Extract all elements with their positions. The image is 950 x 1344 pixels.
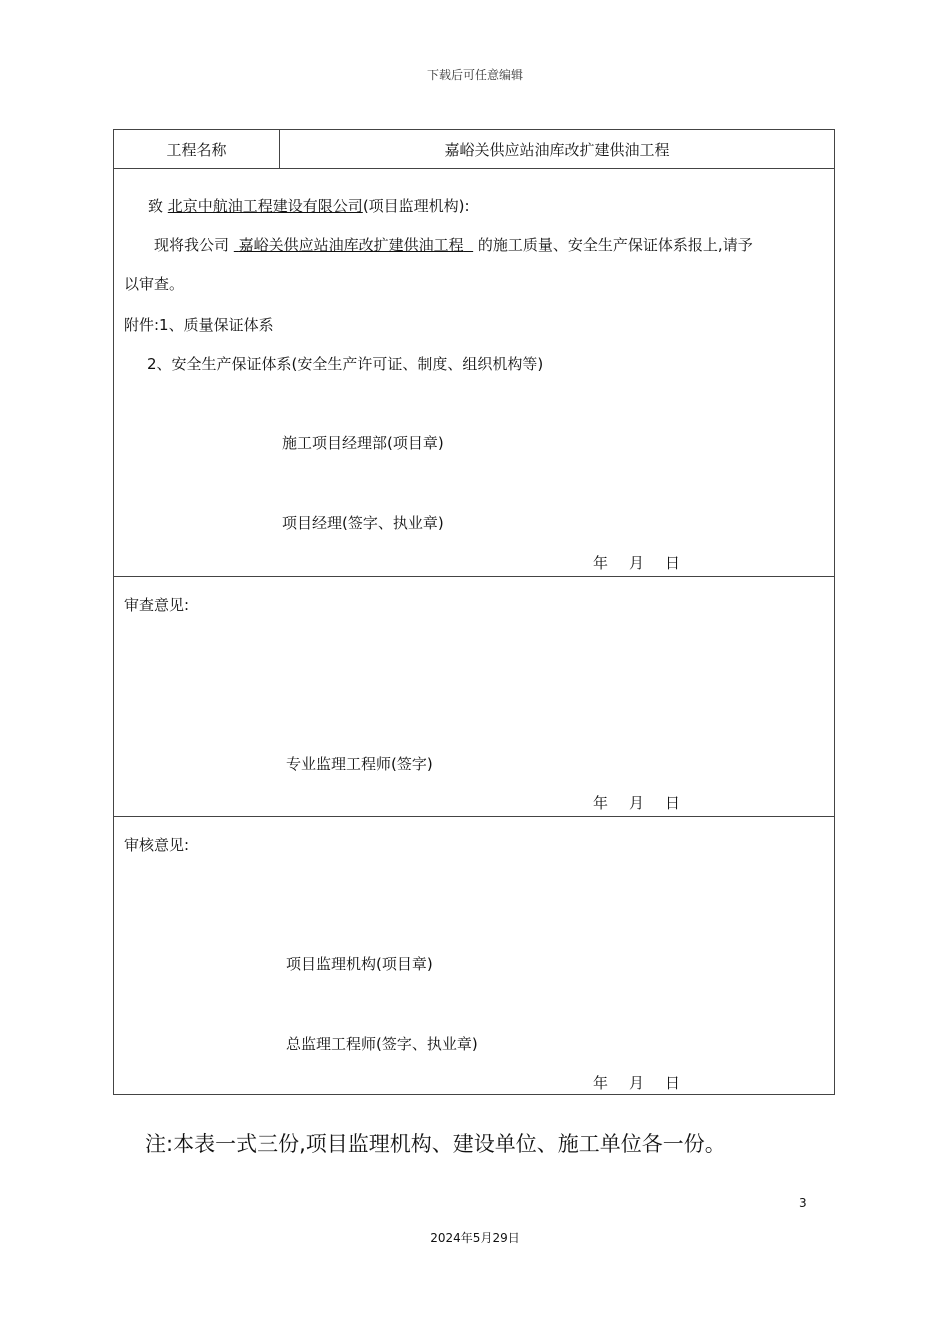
date-day: 日 bbox=[665, 554, 681, 572]
report-line-2: 以审查。 bbox=[124, 275, 185, 293]
sign-org: 项目监理机构(项目章) bbox=[286, 955, 433, 973]
addressee-suffix: (项目监理机构): bbox=[362, 197, 470, 215]
submission-section bbox=[114, 169, 834, 577]
date-year: 年 bbox=[593, 554, 609, 572]
review-section bbox=[114, 577, 834, 817]
report-project bbox=[234, 236, 473, 254]
audit-label: 审核意见: bbox=[124, 836, 190, 854]
form-table bbox=[113, 129, 835, 1095]
page-number: 3 bbox=[799, 1196, 807, 1210]
footer-date: 2024年5月29日 bbox=[430, 1231, 520, 1245]
header-note: 下载后可任意编辑 bbox=[426, 68, 523, 82]
sign-dept: 施工项目经理部(项目章) bbox=[282, 434, 444, 452]
date-day: 日 bbox=[665, 1074, 681, 1092]
addressee-prefix: 致 bbox=[148, 197, 164, 215]
audit-section bbox=[114, 817, 834, 1096]
date-year: 年 bbox=[593, 794, 609, 812]
project-name-value: 嘉峪关供应站油库改扩建供油工程 bbox=[444, 140, 670, 159]
date-month: 月 bbox=[629, 1074, 645, 1092]
project-name-row bbox=[114, 130, 834, 169]
sign-manager: 项目经理(签字、执业章) bbox=[282, 514, 444, 532]
date-day: 日 bbox=[665, 794, 681, 812]
report-line bbox=[154, 234, 753, 255]
report-project-name: 嘉峪关供应站油库改扩建供油工程 bbox=[238, 236, 464, 254]
bottom-note: 注:本表一式三份,项目监理机构、建设单位、施工单位各一份。 bbox=[145, 1132, 726, 1156]
attachment-1: 附件:1、质量保证体系 bbox=[124, 316, 274, 334]
project-name-label: 工程名称 bbox=[114, 130, 280, 168]
report-prefix: 现将我公司 bbox=[154, 236, 230, 254]
date-month: 月 bbox=[629, 794, 645, 812]
sign-chief: 总监理工程师(签字、执业章) bbox=[286, 1035, 478, 1053]
report-suffix: 的施工质量、安全生产保证体系报上,请予 bbox=[477, 236, 753, 254]
addressee-line bbox=[148, 195, 470, 216]
review-label: 审查意见: bbox=[124, 596, 190, 614]
attachment-2: 2、安全生产保证体系(安全生产许可证、制度、组织机构等) bbox=[147, 355, 544, 373]
sign-engineer: 专业监理工程师(签字) bbox=[286, 755, 433, 773]
date-year: 年 bbox=[593, 1074, 609, 1092]
date-month: 月 bbox=[629, 554, 645, 572]
addressee-company: 北京中航油工程建设有限公司 bbox=[167, 197, 363, 215]
